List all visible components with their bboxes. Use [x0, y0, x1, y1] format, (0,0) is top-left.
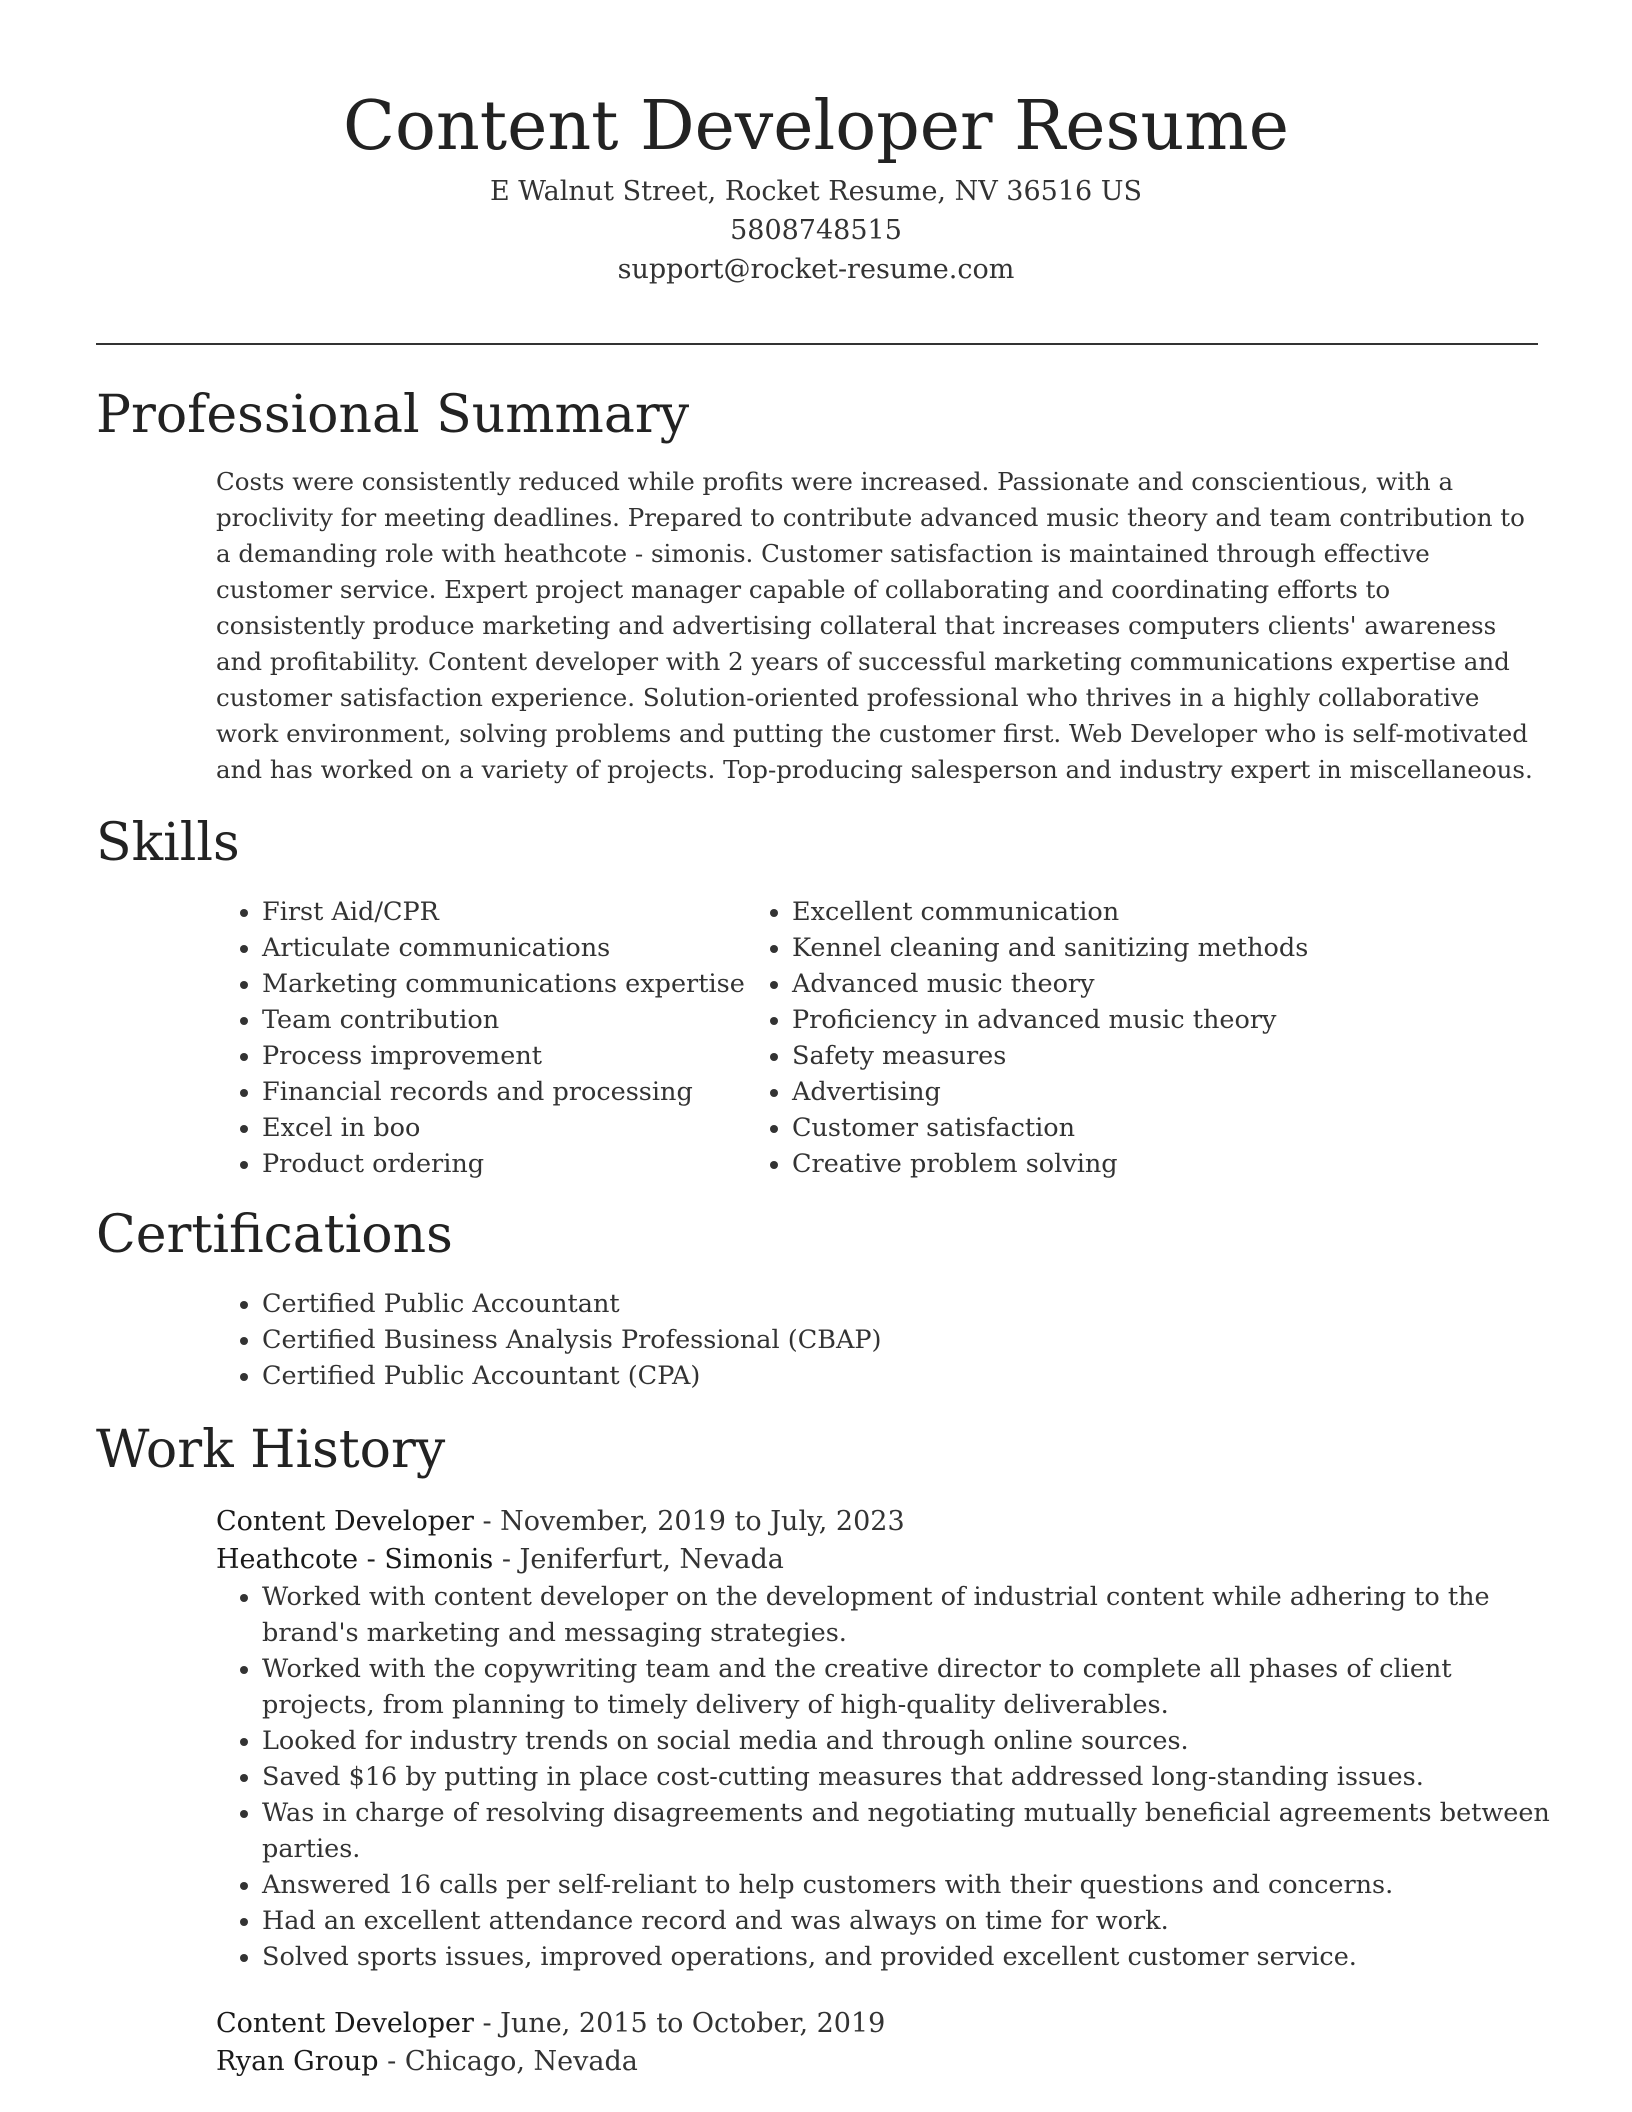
skills-list-left: [96, 894, 746, 1182]
skill-item: • Advanced music theory: [792, 966, 1308, 1002]
work-history-section: [96, 1415, 1550, 2081]
skills-heading: Skills: [96, 813, 240, 873]
summary-heading: Professional Summary: [96, 385, 690, 445]
skill-item: • Excel in boo: [262, 1110, 746, 1146]
certification-item: • Certified Business Analysis Professional (CBAP): [262, 1322, 1546, 1358]
certification-item: • Certified Public Accountant: [262, 1286, 1546, 1322]
skill-item: • Kennel cleaning and sanitizing methods: [792, 930, 1308, 966]
job-company-line: Heathcote - Simonis - Jeniferfurt, Nevada: [216, 1544, 784, 1575]
job-company: Ryan Group: [216, 2046, 379, 2077]
skill-item: • Marketing communications expertise: [262, 966, 746, 1002]
work-history-heading: Work History: [96, 1420, 446, 1480]
job-dates: June, 2015 to October, 2019: [500, 2008, 886, 2039]
job-title: Content Developer: [216, 2008, 474, 2039]
job-bullet: • Had an excellent attendance record and was always on time for work.: [262, 1903, 1552, 1939]
job-dates: November, 2019 to July, 2023: [500, 1506, 905, 1537]
certification-item: • Certified Public Accountant (CPA): [262, 1358, 1546, 1394]
job-title: Content Developer: [216, 1506, 474, 1537]
job-bullet: • Answered 16 calls per self-reliant to help customers with their questions and concerns.: [262, 1867, 1552, 1903]
resume-title: Content Developer Resume: [343, 87, 1289, 166]
certifications-list: [96, 1286, 1546, 1394]
contact-email: support@rocket-resume.com: [617, 254, 1015, 285]
resume-header: [0, 82, 1632, 289]
summary-text: Costs were consistently reduced while profits were increased. Passionate and conscientious, with a proclivity for meeting deadlines. Prepared to contribute advanced music theory and team contribution to a demanding role with heathcote - simonis. Customer satisfaction is maintained through effective customer service. Expert project manager capable of collaborating and coordinating efforts to consistently produce marketing and advertising collateral that increases computers clients' awareness and profitability. Content developer with 2 years of successful marketing communications expertise and customer satisfaction experience. Solution-oriented professional who thrives in a highly collaborative work environment, solving problems and putting the customer first. Web Developer who is self-motivated and has worked on a variety of projects. Top-producing salesperson and industry expert in miscellaneous.: [216, 467, 1533, 784]
job-title-line: Content Developer - November, 2019 to July, 2023: [216, 1506, 905, 1537]
skill-item: • Team contribution: [262, 1002, 746, 1038]
certifications-section: [96, 1200, 1546, 1394]
job-title-line: Content Developer - June, 2015 to October, 2019: [216, 2008, 886, 2039]
job-bullets: [96, 1579, 1550, 1975]
skill-item: • Customer satisfaction: [792, 1110, 1308, 1146]
job-company: Heathcote - Simonis: [216, 1544, 494, 1575]
job-entry: [216, 2005, 1546, 2081]
job-location: Chicago, Nevada: [404, 2046, 638, 2077]
skill-item: • Product ordering: [262, 1146, 746, 1182]
job-bullet: • Solved sports issues, improved operations, and provided excellent customer service.: [262, 1939, 1552, 1975]
job-bullet: • Worked with the copywriting team and the creative director to complete all phases of client projects, from planning to timely delivery of high-quality deliverables.: [262, 1651, 1552, 1723]
skill-item: • Articulate communications: [262, 930, 746, 966]
skill-item: • Proficiency in advanced music theory: [792, 1002, 1308, 1038]
job-entry: [216, 1503, 1546, 1579]
summary-section: [96, 380, 1546, 788]
skills-list-right: [746, 894, 1308, 1182]
skill-item: • First Aid/CPR: [262, 894, 746, 930]
job-company-line: Ryan Group - Chicago, Nevada: [216, 2046, 638, 2077]
contact-phone: 5808748515: [730, 215, 902, 246]
contact-address: E Walnut Street, Rocket Resume, NV 36516 US: [489, 176, 1143, 207]
skill-item: • Advertising: [792, 1074, 1308, 1110]
skill-item: • Creative problem solving: [792, 1146, 1308, 1182]
job-bullet: • Was in charge of resolving disagreements and negotiating mutually beneficial agreements between parties.: [262, 1795, 1552, 1867]
skill-item: • Process improvement: [262, 1038, 746, 1074]
header-divider: [96, 343, 1538, 345]
skill-item: • Safety measures: [792, 1038, 1308, 1074]
job-location: Jeniferfurt, Nevada: [519, 1544, 784, 1575]
job-bullet: • Saved $16 by putting in place cost-cutting measures that addressed long-standing issues.: [262, 1759, 1552, 1795]
skill-item: • Excellent communication: [792, 894, 1308, 930]
skills-columns: [96, 894, 1546, 1182]
certifications-heading: Certifications: [96, 1205, 453, 1265]
skills-section: [96, 808, 1546, 1182]
job-bullet: • Looked for industry trends on social media and through online sources.: [262, 1723, 1552, 1759]
skill-item: • Financial records and processing: [262, 1074, 746, 1110]
job-bullet: • Worked with content developer on the development of industrial content while adhering to the brand's marketing and messaging strategies.: [262, 1579, 1552, 1651]
